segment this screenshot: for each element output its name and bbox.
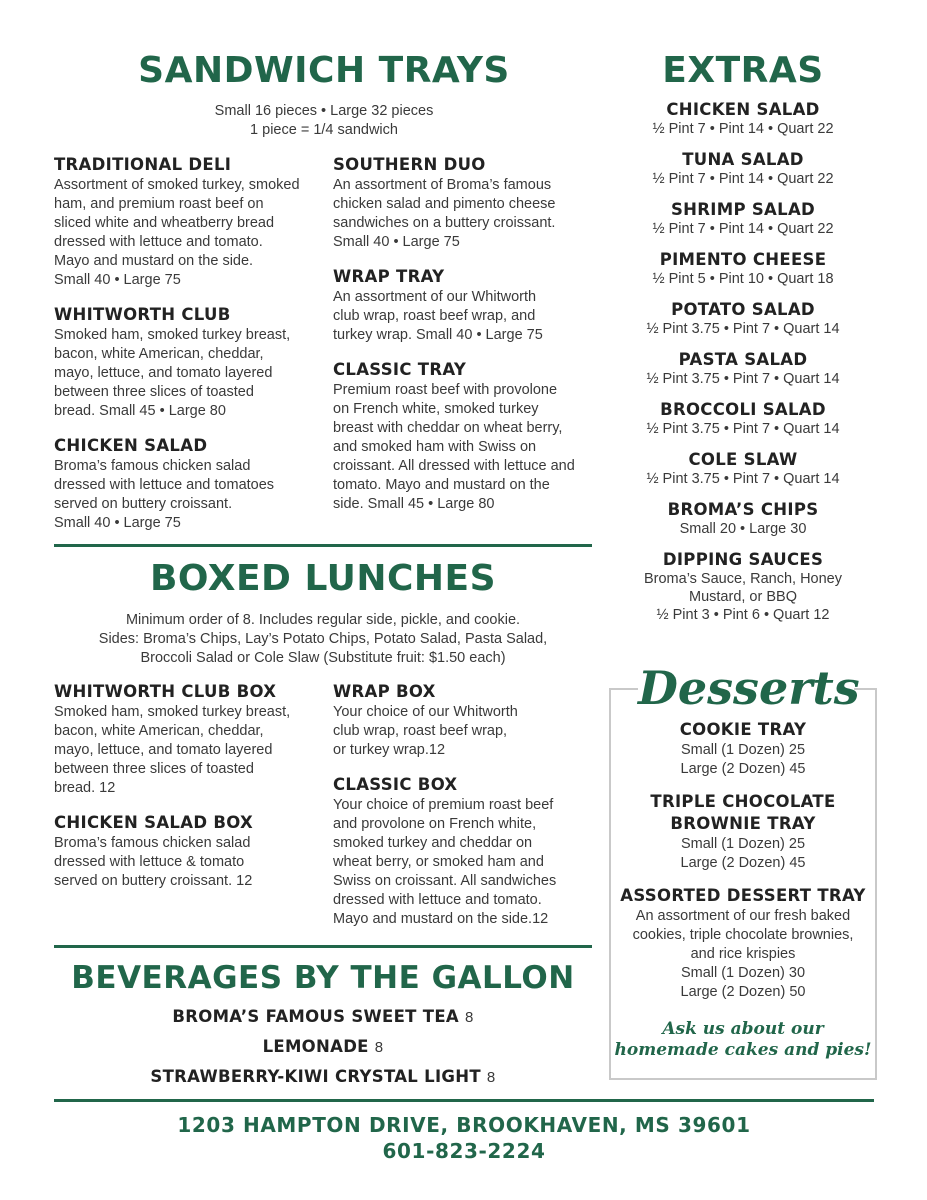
menu-item-description <box>610 370 876 388</box>
description-line: Mayo and mustard on the side. <box>54 253 254 269</box>
description-line: ½ Pint 3.75 • Pint 7 • Quart 14 <box>646 321 840 337</box>
menu-item-title: CHICKEN SALAD BOX <box>54 813 253 832</box>
menu-item-title: SOUTHERN DUO <box>333 155 486 174</box>
menu-item-description <box>610 170 876 188</box>
menu-item-description <box>333 288 598 345</box>
description-line: bread. 12 <box>54 780 116 796</box>
menu-item <box>610 299 876 338</box>
menu-item-description <box>610 320 876 338</box>
ask-line-1: Ask us about our <box>662 1019 824 1039</box>
menu-item-title: SHRIMP SALAD <box>670 200 816 219</box>
dessert-title: TRIPLE CHOCOLATE <box>650 792 836 811</box>
menu-item-title: WHITWORTH CLUB BOX <box>54 682 277 701</box>
description-line: chicken salad and pimento cheese <box>333 196 556 212</box>
description-line: breast with cheddar on wheat berry, <box>333 420 563 436</box>
desserts-heading: Desserts <box>638 658 854 718</box>
description-line: mayo, lettuce, and tomato layered <box>54 742 273 758</box>
menu-item <box>333 681 598 760</box>
menu-item-title: DIPPING SAUCES <box>662 550 824 569</box>
description-line: ½ Pint 3.75 • Pint 7 • Quart 14 <box>646 421 840 437</box>
description-line: dressed with lettuce and tomato. <box>54 234 263 250</box>
boxed-lunches-heading: BOXED LUNCHES <box>149 558 497 599</box>
description-line: Large (2 Dozen) 45 <box>680 855 806 871</box>
sandwich-trays-left-column <box>54 154 322 547</box>
extras-list <box>610 99 876 635</box>
beverage-price: 8 <box>464 1009 474 1026</box>
menu-item <box>610 549 876 624</box>
description-line: on French white, smoked turkey <box>333 401 539 417</box>
menu-item-title: CHICKEN SALAD <box>54 436 208 455</box>
description-line: Mustard, or BBQ <box>689 589 797 605</box>
menu-item-title: PIMENTO CHEESE <box>659 250 827 269</box>
sandwich-trays-piece-note: 1 piece = 1/4 sandwich <box>250 122 398 138</box>
dessert-title: COOKIE TRAY <box>679 720 807 739</box>
menu-item-title: TUNA SALAD <box>682 150 804 169</box>
description-line: between three slices of toasted <box>54 384 254 400</box>
divider-boxed-beverages <box>54 945 592 948</box>
menu-item <box>333 774 598 929</box>
menu-item-description <box>54 326 322 421</box>
dessert-title: ASSORTED DESSERT TRAY <box>620 886 866 905</box>
menu-item-title: COLE SLAW <box>688 450 798 469</box>
menu-item-description <box>610 220 876 238</box>
description-line: tomato. Mayo and mustard on the <box>333 477 550 493</box>
description-line: turkey wrap. Small 40 • Large 75 <box>333 327 543 343</box>
description-line: Large (2 Dozen) 50 <box>680 984 806 1000</box>
divider-footer <box>54 1099 874 1102</box>
description-line: Small 20 • Large 30 <box>679 521 807 537</box>
menu-item-description <box>333 176 598 252</box>
dessert-item <box>611 719 875 779</box>
description-line: between three slices of toasted <box>54 761 254 777</box>
menu-item-title: POTATO SALAD <box>671 300 815 319</box>
description-line: Broma’s famous chicken salad <box>54 458 251 474</box>
menu-item <box>610 449 876 488</box>
description-line: Small 40 • Large 75 <box>54 515 181 531</box>
description-line: bacon, white American, cheddar, <box>54 346 264 362</box>
menu-item <box>610 399 876 438</box>
dessert-title: BROWNIE TRAY <box>670 814 816 833</box>
description-line: bacon, white American, cheddar, <box>54 723 264 739</box>
description-line: sandwiches on a buttery croissant. <box>333 215 556 231</box>
menu-item-description <box>54 834 322 891</box>
menu-item-title: CLASSIC BOX <box>333 775 458 794</box>
description-line: dressed with lettuce and tomato. <box>333 892 542 908</box>
beverage-name: LEMONADE <box>262 1037 369 1056</box>
menu-item-description <box>610 520 876 538</box>
boxed-lunches-minimum: Minimum order of 8. Includes regular side, pickle, and cookie. <box>125 612 521 628</box>
description-line: and rice krispies <box>690 946 796 962</box>
description-line: Premium roast beef with provolone <box>333 382 558 398</box>
beverage-item <box>54 1032 592 1062</box>
menu-item-description <box>54 457 322 533</box>
menu-item-description <box>610 470 876 488</box>
description-line: ½ Pint 3 • Pint 6 • Quart 12 <box>656 607 830 623</box>
ask-about-cakes-note <box>611 1019 875 1061</box>
menu-item <box>333 359 598 514</box>
description-line: Small 40 • Large 75 <box>54 272 181 288</box>
menu-item-title: WRAP BOX <box>333 682 436 701</box>
description-line: Your choice of premium roast beef <box>333 797 554 813</box>
description-line: Smoked ham, smoked turkey breast, <box>54 327 291 343</box>
boxed-lunches-substitute: Broccoli Salad or Cole Slaw (Substitute fruit: $1.50 each) <box>140 650 506 666</box>
description-line: side. Small 45 • Large 80 <box>333 496 495 512</box>
description-line: An assortment of our Whitworth <box>333 289 537 305</box>
menu-item-description <box>54 176 322 290</box>
description-line: dressed with lettuce & tomato <box>54 854 245 870</box>
description-line: Large (2 Dozen) 45 <box>680 761 806 777</box>
description-line: mayo, lettuce, and tomato layered <box>54 365 273 381</box>
menu-item <box>333 266 598 345</box>
description-line: Your choice of our Whitworth <box>333 704 518 720</box>
beverage-item <box>54 1002 592 1032</box>
boxed-lunches-left-column <box>54 681 322 905</box>
beverages-list <box>54 1002 592 1092</box>
menu-item <box>610 349 876 388</box>
menu-item-description <box>610 420 876 438</box>
description-line: dressed with lettuce and tomatoes <box>54 477 275 493</box>
menu-item <box>54 812 322 891</box>
sandwich-trays-sizes: Small 16 pieces • Large 32 pieces <box>214 103 434 119</box>
description-line: club wrap, roast beef wrap, and <box>333 308 536 324</box>
sandwich-trays-subtitle <box>54 102 594 140</box>
footer-address: 1203 HAMPTON DRIVE, BROOKHAVEN, MS 39601 <box>177 1113 751 1137</box>
desserts-list <box>611 719 875 1014</box>
sandwich-trays-heading: SANDWICH TRAYS <box>138 50 510 91</box>
menu-item-title: WRAP TRAY <box>333 267 445 286</box>
description-line: croissant. All dressed with lettuce and <box>333 458 575 474</box>
sandwich-trays-right-column <box>333 154 598 528</box>
menu-item <box>333 154 598 252</box>
menu-item-description <box>610 270 876 288</box>
boxed-lunches-subtitle <box>54 611 592 668</box>
beverages-heading: BEVERAGES BY THE GALLON <box>71 960 575 996</box>
menu-item-title: CHICKEN SALAD <box>666 100 820 119</box>
beverage-item <box>54 1062 592 1092</box>
boxed-lunches-sides: Sides: Broma’s Chips, Lay’s Potato Chips, Potato Salad, Pasta Salad, <box>98 631 548 647</box>
description-line: Broma’s famous chicken salad <box>54 835 251 851</box>
boxed-lunches-right-column <box>333 681 598 943</box>
divider-sandwich-boxed <box>54 544 592 547</box>
menu-item-title: CLASSIC TRAY <box>333 360 467 379</box>
beverage-price: 8 <box>374 1039 384 1056</box>
description-line: ½ Pint 3.75 • Pint 7 • Quart 14 <box>646 471 840 487</box>
beverage-name: BROMA’S FAMOUS SWEET TEA <box>172 1007 459 1026</box>
dessert-item <box>611 791 875 873</box>
beverage-price: 8 <box>486 1069 496 1086</box>
description-line: smoked turkey and cheddar on <box>333 835 533 851</box>
menu-item-title: BROMA’S CHIPS <box>667 500 819 519</box>
dessert-description <box>611 907 875 1002</box>
menu-item <box>610 499 876 538</box>
description-line: cookies, triple chocolate brownies, <box>632 927 854 943</box>
description-line: served on buttery croissant. <box>54 496 233 512</box>
dessert-description <box>611 835 875 873</box>
description-line: ½ Pint 5 • Pint 10 • Quart 18 <box>652 271 834 287</box>
description-line: ½ Pint 7 • Pint 14 • Quart 22 <box>652 171 834 187</box>
menu-item <box>610 149 876 188</box>
description-line: wheat berry, or smoked ham and <box>333 854 544 870</box>
description-line: bread. Small 45 • Large 80 <box>54 403 226 419</box>
menu-item <box>610 199 876 238</box>
menu-item-description <box>333 703 598 760</box>
menu-item-description <box>54 703 322 798</box>
extras-heading: EXTRAS <box>662 50 824 91</box>
footer-phone: 601-823-2224 <box>382 1139 546 1163</box>
description-line: Mayo and mustard on the side.12 <box>333 911 549 927</box>
description-line: Broma’s Sauce, Ranch, Honey <box>643 571 842 587</box>
description-line: ½ Pint 7 • Pint 14 • Quart 22 <box>652 121 834 137</box>
description-line: Small (1 Dozen) 25 <box>680 742 806 758</box>
menu-item-description <box>333 381 598 514</box>
description-line: and smoked ham with Swiss on <box>333 439 537 455</box>
dessert-item <box>611 885 875 1002</box>
menu-item <box>54 435 322 533</box>
description-line: served on buttery croissant. 12 <box>54 873 253 889</box>
description-line: sliced white and wheatberry bread <box>54 215 275 231</box>
description-line: club wrap, roast beef wrap, <box>333 723 508 739</box>
description-line: and provolone on French white, <box>333 816 537 832</box>
description-line: ½ Pint 3.75 • Pint 7 • Quart 14 <box>646 371 840 387</box>
description-line: Assortment of smoked turkey, smoked <box>54 177 300 193</box>
description-line: An assortment of Broma’s famous <box>333 177 552 193</box>
menu-item-description <box>610 120 876 138</box>
description-line: ½ Pint 7 • Pint 14 • Quart 22 <box>652 221 834 237</box>
ask-line-2: homemade cakes and pies! <box>614 1040 872 1060</box>
description-line: An assortment of our fresh baked <box>635 908 851 924</box>
menu-item <box>610 249 876 288</box>
description-line: ham, and premium roast beef on <box>54 196 264 212</box>
description-line: Small (1 Dozen) 25 <box>680 836 806 852</box>
menu-item <box>610 99 876 138</box>
menu-item-description <box>333 796 598 929</box>
menu-item-description <box>610 570 876 624</box>
description-line: Small 40 • Large 75 <box>333 234 460 250</box>
description-line: Swiss on croissant. All sandwiches <box>333 873 557 889</box>
description-line: Smoked ham, smoked turkey breast, <box>54 704 291 720</box>
menu-item-title: BROCCOLI SALAD <box>660 400 826 419</box>
menu-item <box>54 681 322 798</box>
menu-item <box>54 304 322 421</box>
menu-item-title: PASTA SALAD <box>678 350 808 369</box>
dessert-description <box>611 741 875 779</box>
description-line: or turkey wrap.12 <box>333 742 446 758</box>
menu-item <box>54 154 322 290</box>
menu-item-title: TRADITIONAL DELI <box>54 155 232 174</box>
description-line: Small (1 Dozen) 30 <box>680 965 806 981</box>
beverage-name: STRAWBERRY-KIWI CRYSTAL LIGHT <box>150 1067 481 1086</box>
menu-item-title: WHITWORTH CLUB <box>54 305 231 324</box>
